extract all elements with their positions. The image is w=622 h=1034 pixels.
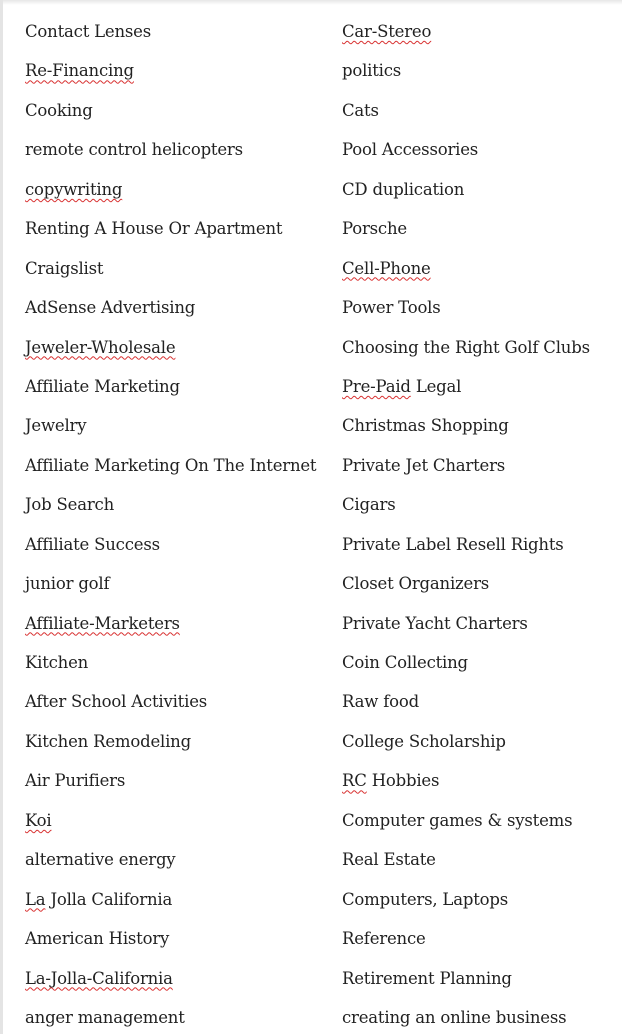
list-item[interactable]: Computer games & systems	[342, 810, 573, 830]
list-item[interactable]: Retirement Planning	[342, 968, 512, 988]
list-item[interactable]: Choosing the Right Golf Clubs	[342, 337, 590, 357]
list-item[interactable]: Cigars	[342, 495, 396, 515]
keyword-list-right	[342, 12, 614, 1034]
list-item[interactable]: CD duplication	[342, 179, 465, 199]
keyword-list-left	[25, 12, 325, 1034]
misspelled-word[interactable]: Cell-Phone	[342, 258, 431, 278]
list-item[interactable]: Raw food	[342, 692, 419, 712]
list-item[interactable]	[25, 51, 325, 90]
list-item[interactable]: Affiliate Marketing On The Internet	[25, 455, 317, 475]
misspelled-word[interactable]: RC	[342, 771, 367, 791]
list-item[interactable]: Job Search	[25, 495, 115, 515]
list-item[interactable]: La Jolla California	[25, 889, 173, 909]
misspelled-word[interactable]: Re-Financing	[25, 61, 134, 81]
list-item[interactable]: Porsche	[342, 219, 407, 239]
list-item[interactable]: Private Label Resell Rights	[342, 534, 564, 554]
misspelled-word[interactable]: Car-Stereo	[342, 22, 432, 41]
list-item[interactable]	[342, 12, 614, 51]
misspelled-word[interactable]: La	[25, 889, 46, 909]
list-item[interactable]: After School Activities	[25, 692, 208, 712]
list-item[interactable]	[25, 170, 325, 209]
list-item[interactable]: Cats	[342, 100, 379, 120]
list-item[interactable]: Renting A House Or Apartment	[25, 219, 283, 239]
list-item[interactable]: Closet Organizers	[342, 574, 490, 594]
list-item[interactable]: Kitchen	[25, 653, 89, 672]
misspelled-word[interactable]: La-Jolla-California	[25, 968, 173, 988]
list-item[interactable]: Air Purifiers	[25, 771, 126, 791]
list-item[interactable]	[25, 604, 325, 643]
list-item[interactable]: Affiliate Success	[25, 534, 160, 554]
list-item[interactable]: College Scholarship	[342, 731, 506, 751]
misspelled-word[interactable]: copywriting	[25, 179, 123, 199]
list-item[interactable]	[25, 328, 325, 367]
list-item[interactable]: junior golf	[25, 574, 110, 594]
list-item[interactable]	[25, 959, 325, 998]
list-item[interactable]: Contact Lenses	[25, 22, 152, 41]
misspelled-word[interactable]: Pre-Paid	[342, 376, 411, 396]
list-item[interactable]: Craigslist	[25, 258, 104, 278]
list-item[interactable]: Private Jet Charters	[342, 455, 506, 475]
page-top-shadow	[0, 0, 622, 5]
list-item[interactable]: American History	[25, 929, 170, 949]
list-item[interactable]: Pool Accessories	[342, 140, 479, 160]
list-item[interactable]: Power Tools	[342, 298, 441, 318]
misspelled-word[interactable]: Koi	[25, 810, 52, 830]
list-item[interactable]: Cooking	[25, 100, 93, 120]
list-item[interactable]: Jewelry	[25, 416, 87, 436]
list-item[interactable]: creating an online business	[342, 1007, 567, 1027]
misspelled-word[interactable]: Affiliate-Marketers	[25, 613, 180, 633]
list-item[interactable]: Pre-Paid Legal	[342, 376, 462, 396]
list-item[interactable]: RC Hobbies	[342, 771, 440, 791]
page-left-edge	[0, 0, 3, 1034]
list-item[interactable]: Christmas Shopping	[342, 416, 509, 436]
list-item[interactable]: AdSense Advertising	[25, 298, 196, 318]
list-item[interactable]: Kitchen Remodeling	[25, 731, 191, 751]
list-item[interactable]	[342, 249, 614, 288]
list-item[interactable]: Affiliate Marketing	[25, 376, 180, 396]
misspelled-word[interactable]: Jeweler-Wholesale	[25, 337, 176, 357]
list-item[interactable]: politics	[342, 61, 402, 81]
list-item[interactable]: Private Yacht Charters	[342, 613, 528, 633]
list-item[interactable]: Computers, Laptops	[342, 889, 508, 909]
list-item[interactable]: Reference	[342, 929, 426, 949]
list-item[interactable]: alternative energy	[25, 850, 176, 870]
list-item[interactable]: Real Estate	[342, 850, 436, 870]
list-item[interactable]: remote control helicopters	[25, 140, 243, 160]
list-item[interactable]: Coin Collecting	[342, 653, 468, 672]
list-item[interactable]: anger management	[25, 1007, 185, 1027]
list-item[interactable]	[25, 801, 325, 840]
